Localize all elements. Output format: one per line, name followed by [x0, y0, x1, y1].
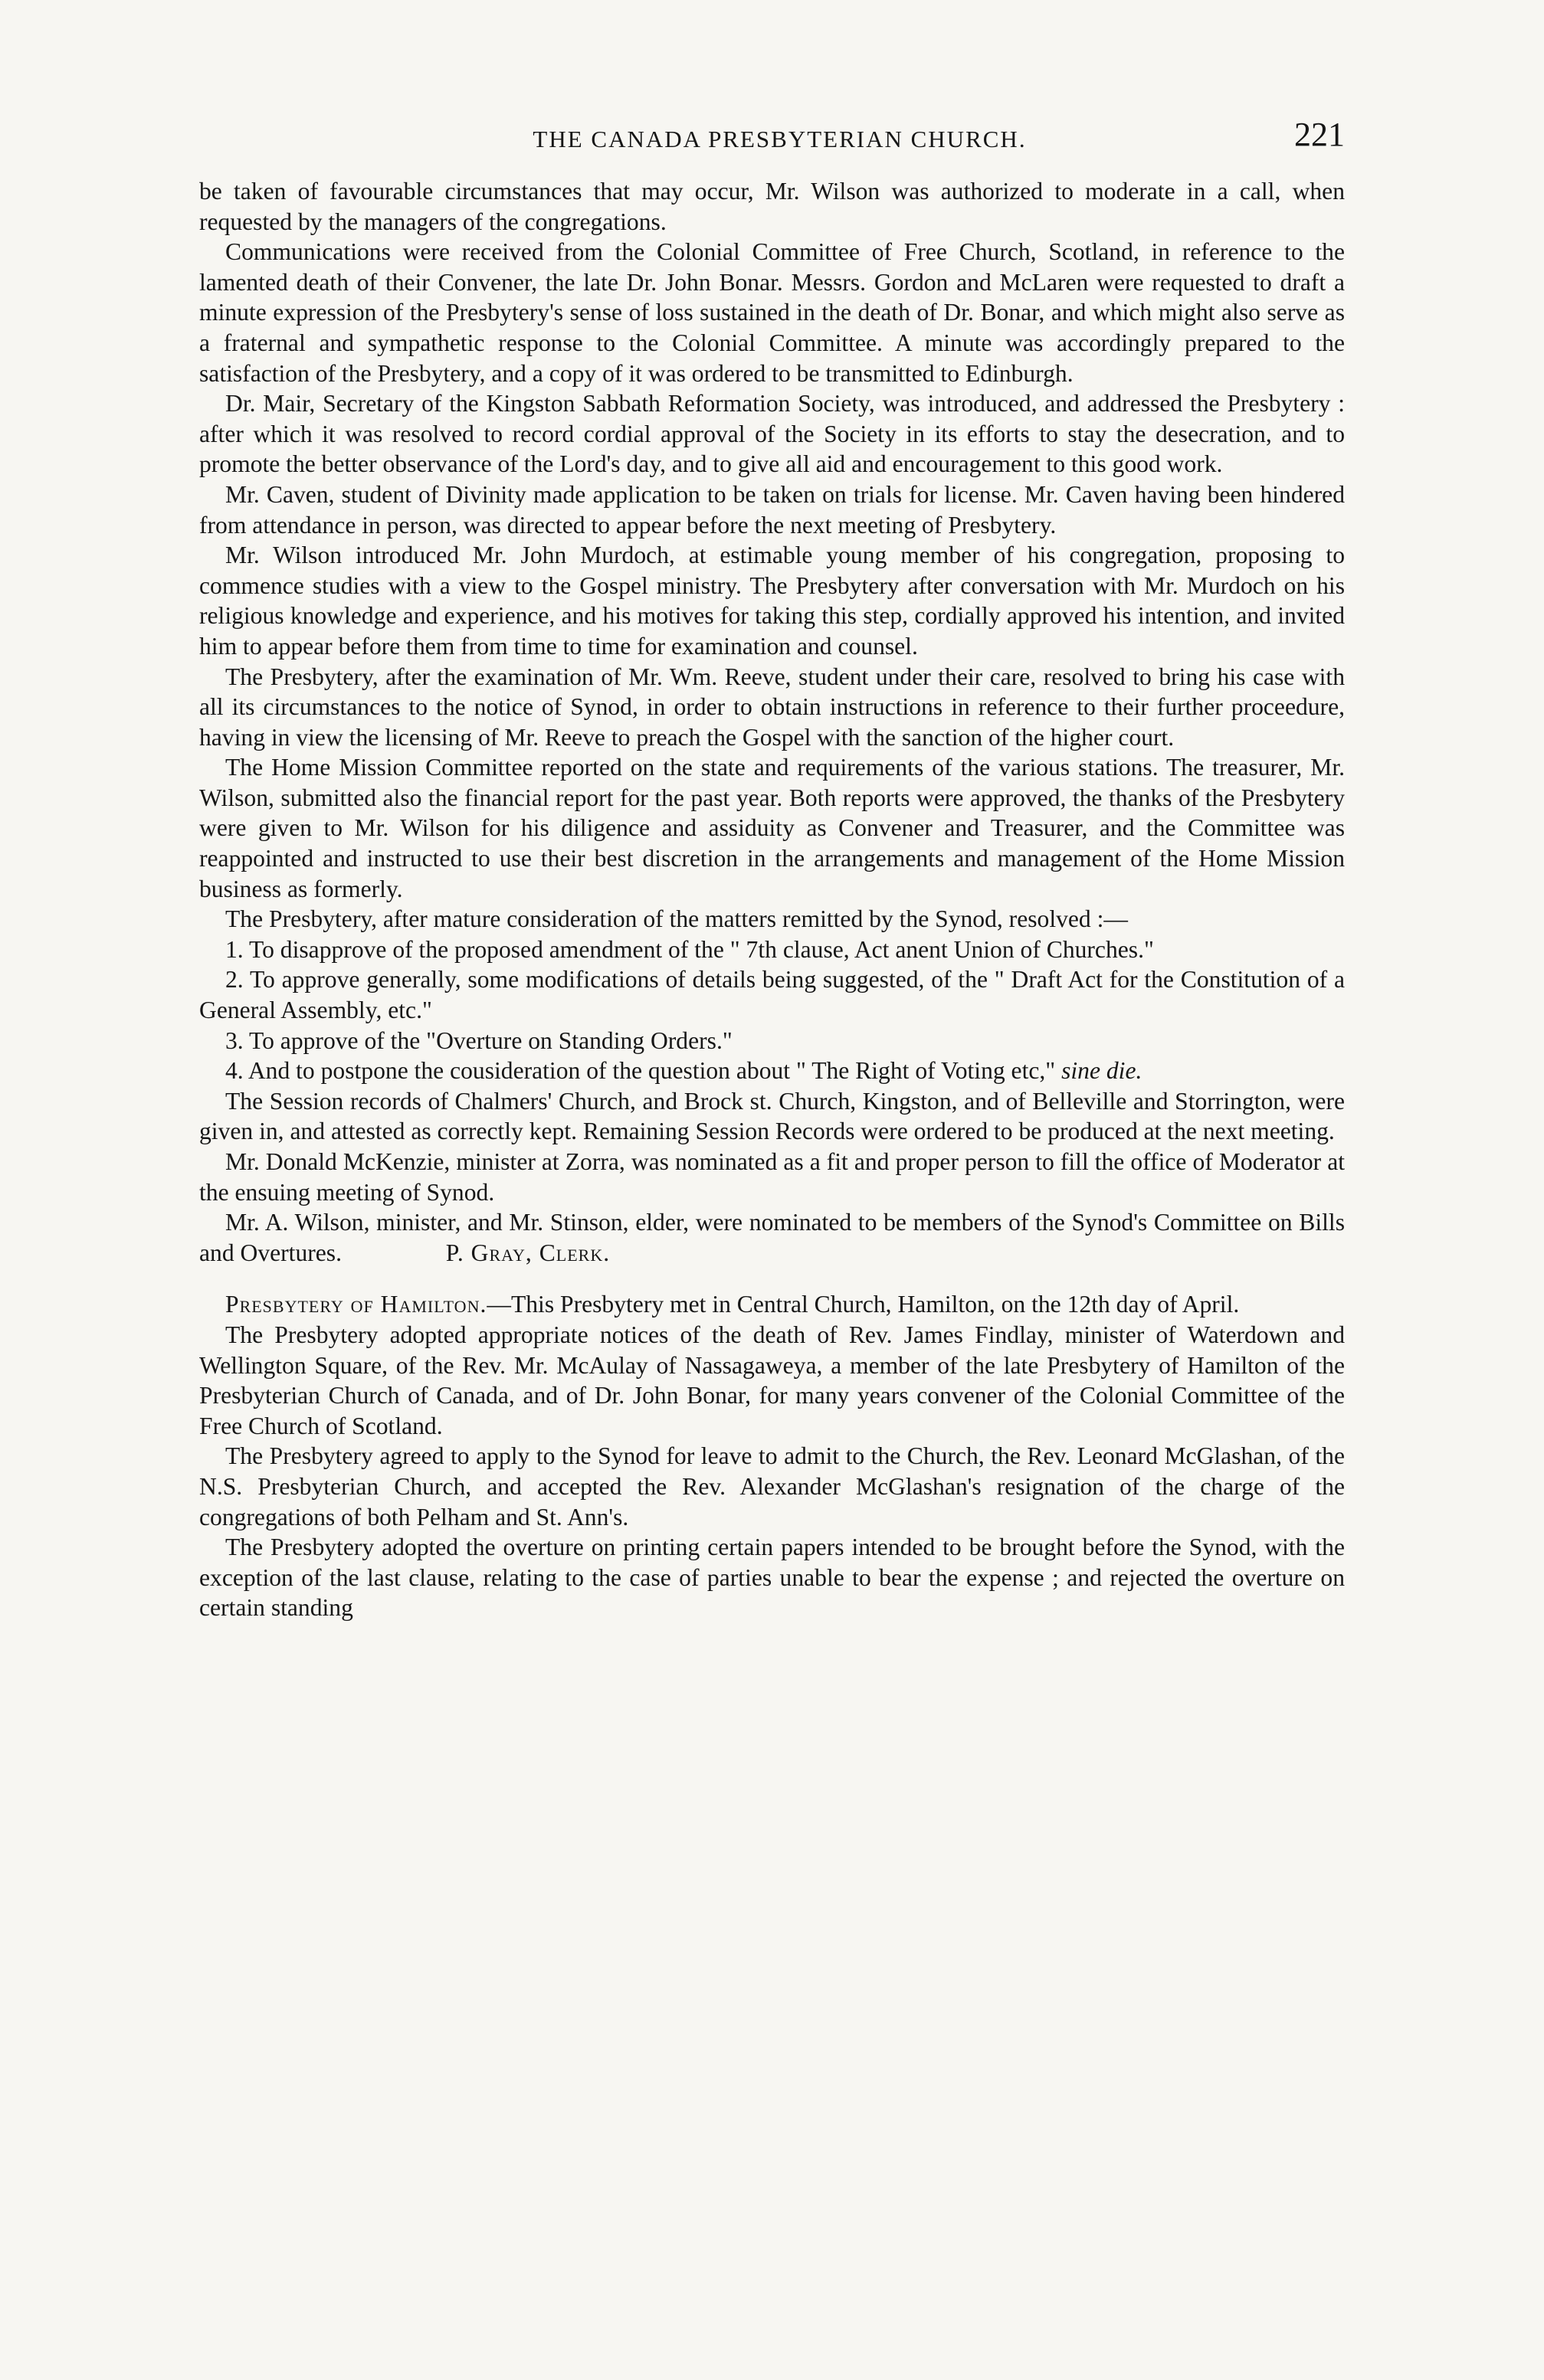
paragraph: The Presbytery, after mature consideration of the matters remitted by the Synod, resolved :— [225, 905, 1128, 933]
page-number: 221 [1294, 116, 1345, 153]
section-intro: —This Presbytery met in Central Church, Hamilton, on the 12th day of April. [487, 1291, 1240, 1318]
paragraph: Mr. Caven, student of Divinity made application to be taken on trials for license. Mr. Caven having been hindered from attendance in person, was directed to appear before the next meeting of Presbytery. [199, 480, 1345, 539]
paragraph: The Presbytery adopted the overture on printing certain papers intended to be brought before the Synod, with the exception of the last clause, relating to the case of parties unable to bear the expense ; and rejected the overture on certain standing [199, 1534, 1345, 1622]
paragraph: Mr. Wilson introduced Mr. John Murdoch, at estimable young member of his congregation, proposing to commence studies with a view to the Gospel ministry. The Presbytery after conversation with Mr. Murdoch on his religious knowledge and experience, and his motives for taking this step, cordially approved his intention, and invited him to appear before them from time to time for examination and counsel. [199, 542, 1345, 660]
paragraph: be taken of favourable circumstances that may occur, Mr. Wilson was authorized to moderate in a call, when requested by the managers of the congregations. [199, 178, 1345, 235]
document-page [199, 115, 1345, 1623]
section-start [199, 1289, 1345, 1320]
resolution-item: 2. To approve generally, some modifications of details being suggested, of the " Draft Act for the Constitution of a General Assembly, etc." [199, 966, 1345, 1024]
resolution-text: 4. And to postpone the cousideration of the question about " The Right of Voting etc," [225, 1057, 1056, 1085]
paragraph: Communications were received from the Colonial Committee of Free Church, Scotland, in reference to the lamented death of their Convener, the late Dr. John Bonar. Messrs. Gordon and McLaren were requested to draft a minute expression of the Presbytery's sense of loss sustained in the death of Dr. Bonar, and which might also serve as a fraternal and sympathetic response to the Colonial Committee. A minute was accordingly prepared to the satisfaction of the Presbytery, and a copy of it was ordered to be transmitted to Edinburgh. [199, 238, 1345, 387]
paragraph-with-signature [199, 1207, 1345, 1268]
resolution-item [199, 1056, 1345, 1086]
paragraph: The Presbytery adopted appropriate notices of the death of Rev. James Findlay, minister of Waterdown and Wellington Square, of the Rev. Mr. McAulay of Nassagaweya, a member of the late Presbytery of Hamilton of the Presbyterian Church of Canada, and of Dr. John Bonar, for many years convener of the Colonial Committee of the Free Church of Scotland. [199, 1321, 1345, 1439]
resolution-item: 3. To approve of the "Overture on Standing Orders." [225, 1026, 733, 1054]
resolution-item: 1. To disapprove of the proposed amendment of the " 7th clause, Act anent Union of Churches." [225, 935, 1154, 963]
paragraph: The Presbytery agreed to apply to the Synod for leave to admit to the Church, the Rev. Leonard McGlashan, of the N.S. Presbyterian Church, and accepted the Rev. Alexander McGlashan's resignation of the charge of the congregations of both Pelham and St. Ann's. [199, 1442, 1345, 1530]
nomination-text: Mr. A. Wilson, minister, and Mr. Stinson, elder, were nominated to be members of the Synod's Committee on Bills and Overtures. [199, 1209, 1345, 1266]
running-head [199, 115, 1345, 176]
latin-phrase: sine die. [1061, 1057, 1142, 1085]
article-body [199, 176, 1345, 1623]
paragraph: The Home Mission Committee reported on the state and requirements of the various stations. The treasurer, Mr. Wilson, submitted also the financial report for the past year. Both reports were approved, the thanks of the Presbytery were given to Mr. Wilson for his diligence and assiduity as Convener and Treasurer, and the Committee was reappointed and instructed to use their best discretion in the arrangements and management of the Home Mission business as formerly. [199, 754, 1345, 902]
running-title: THE CANADA PRESBYTERIAN CHURCH. [533, 126, 1027, 152]
paragraph: The Session records of Chalmers' Church, and Brock st. Church, Kingston, and of Belleville and Storrington, were given in, and attested as correctly kept. Remaining Session Records were ordered to be produced at the next meeting. [199, 1087, 1345, 1145]
paragraph: Mr. Donald McKenzie, minister at Zorra, was nominated as a fit and proper person to fill the office of Moderator at the ensuing meeting of Synod. [199, 1148, 1345, 1206]
paragraph: Dr. Mair, Secretary of the Kingston Sabbath Reformation Society, was introduced, and addressed the Presbytery : after which it was resolved to record cordial approval of the Society in its efforts to stay the desecration, and to promote the better observance of the Lord's day, and to give all aid and encouragement to this good work. [199, 390, 1345, 478]
section-heading: Presbytery of Hamilton. [225, 1291, 487, 1318]
clerk-signature: P. Gray, Clerk. [445, 1239, 611, 1266]
paragraph: The Presbytery, after the examination of Mr. Wm. Reeve, student under their care, resolved to bring his case with all its circumstances to the notice of Synod, in order to obtain instructions in reference to their further proceedure, having in view the licensing of Mr. Reeve to preach the Gospel with the sanction of the higher court. [199, 663, 1345, 751]
